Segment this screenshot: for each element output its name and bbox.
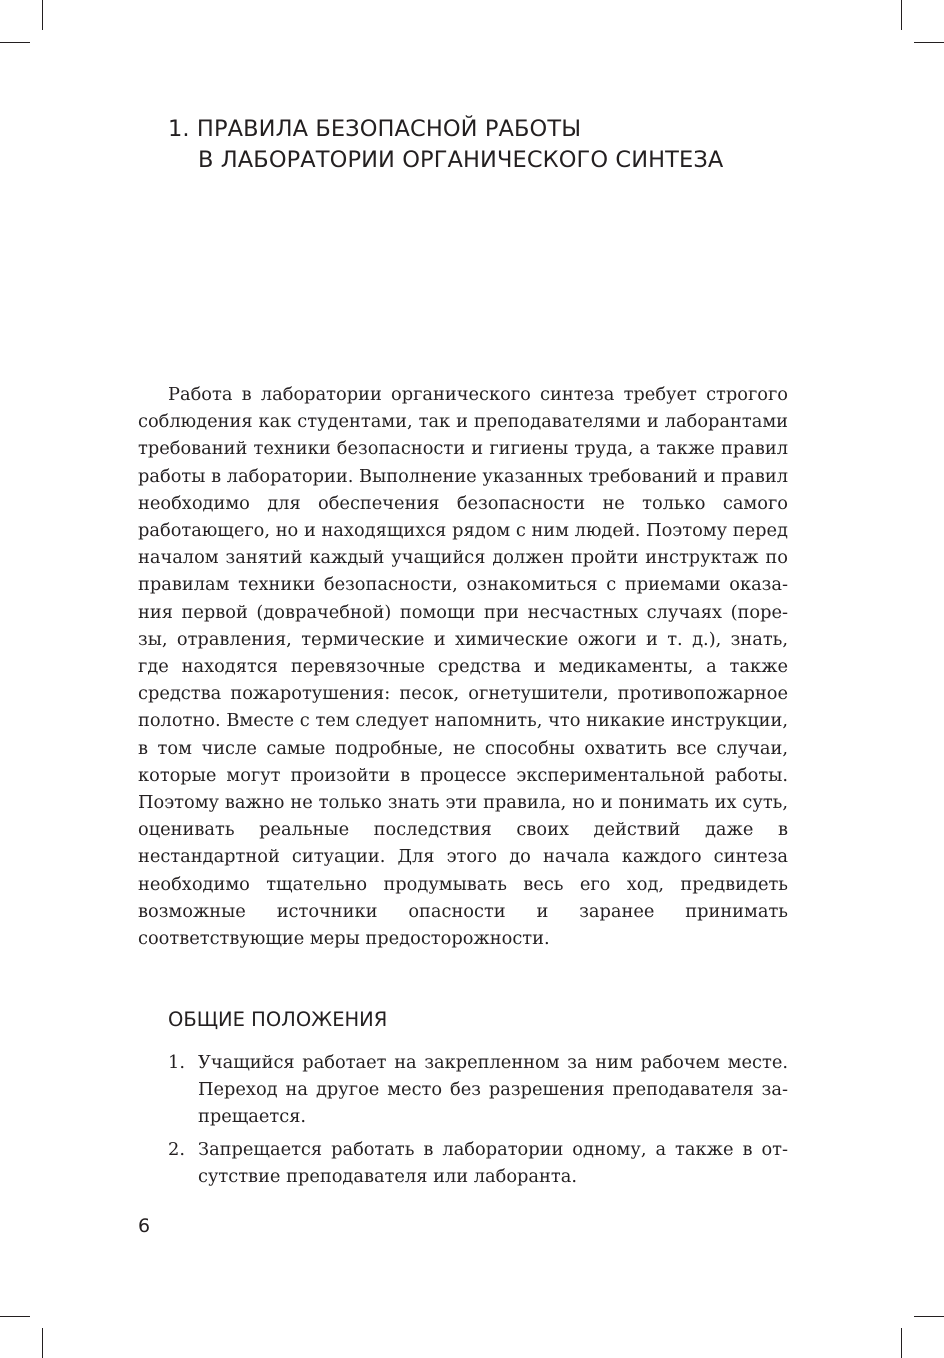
crop-mark	[914, 42, 944, 43]
crop-mark	[914, 1316, 944, 1317]
chapter-title-line-2: В ЛАБОРАТОРИИ ОРГАНИЧЕСКОГО СИНТЕЗА	[198, 147, 724, 173]
list-item-text: Учащийся работает на закрепленном за ним рабочем месте. Переход на другое место без разрешения преподавателя запрещается.	[198, 1052, 788, 1128]
rules-list	[168, 1049, 788, 1195]
crop-mark	[901, 1328, 902, 1358]
intro-paragraph: Работа в лаборатории органического синтеза требует строгого соблюдения как студентами, так и преподавателями и лаборантами требований техники безопасности и гигиены труда, а также правил работы в лаборатории. Выполнение указанных требований и правил необходимо для обеспечения безопасности не только самого работающего, но и находящихся рядом с ним людей. Поэтому перед началом занятий каждый учащийся должен пройти инструктаж по правилам техники безопасности, ознакомиться с приемами оказания первой (доврачебной) помощи при несчастных случаях (порезы, отравления, термические и химические ожоги и т. д.), знать, где находятся перевязочные средства и медикаменты, а также средства пожаротушения: песок, огнетушители, противопожарное полотно. Вместе с тем следует напомнить, что никакие инструкции, в том числе самые подробные, не способны охватить все случаи, которые могут произойти в процессе экспериментальной работы. Поэтому важно не только знать эти правила, но и понимать их суть, оценивать реальные последствия своих действий даже в нестандартной ситуации. Для этого до начала каждого синтеза необходимо тщательно продумывать весь его ход, предвидеть возможные источники опасности и заранее принимать соответствующие меры предосторожности.	[138, 384, 788, 950]
page-number: 6	[138, 1215, 151, 1237]
list-item-number: 2.	[168, 1138, 185, 1160]
chapter-title-line-1: 1. ПРАВИЛА БЕЗОПАСНОЙ РАБОТЫ	[168, 116, 582, 142]
crop-mark	[42, 1328, 43, 1358]
chapter-title	[168, 114, 828, 176]
crop-mark	[42, 0, 43, 30]
list-item	[168, 1136, 788, 1190]
list-item-text: Запрещается работать в лаборатории одному, а также в отсутствие преподавателя или лаборанта.	[198, 1138, 788, 1187]
list-item-number: 1.	[168, 1052, 185, 1073]
crop-mark	[0, 42, 30, 43]
section-heading: ОБЩИЕ ПОЛОЖЕНИЯ	[168, 1008, 388, 1031]
crop-mark	[901, 0, 902, 30]
crop-mark	[0, 1316, 30, 1317]
list-item	[168, 1049, 788, 1131]
